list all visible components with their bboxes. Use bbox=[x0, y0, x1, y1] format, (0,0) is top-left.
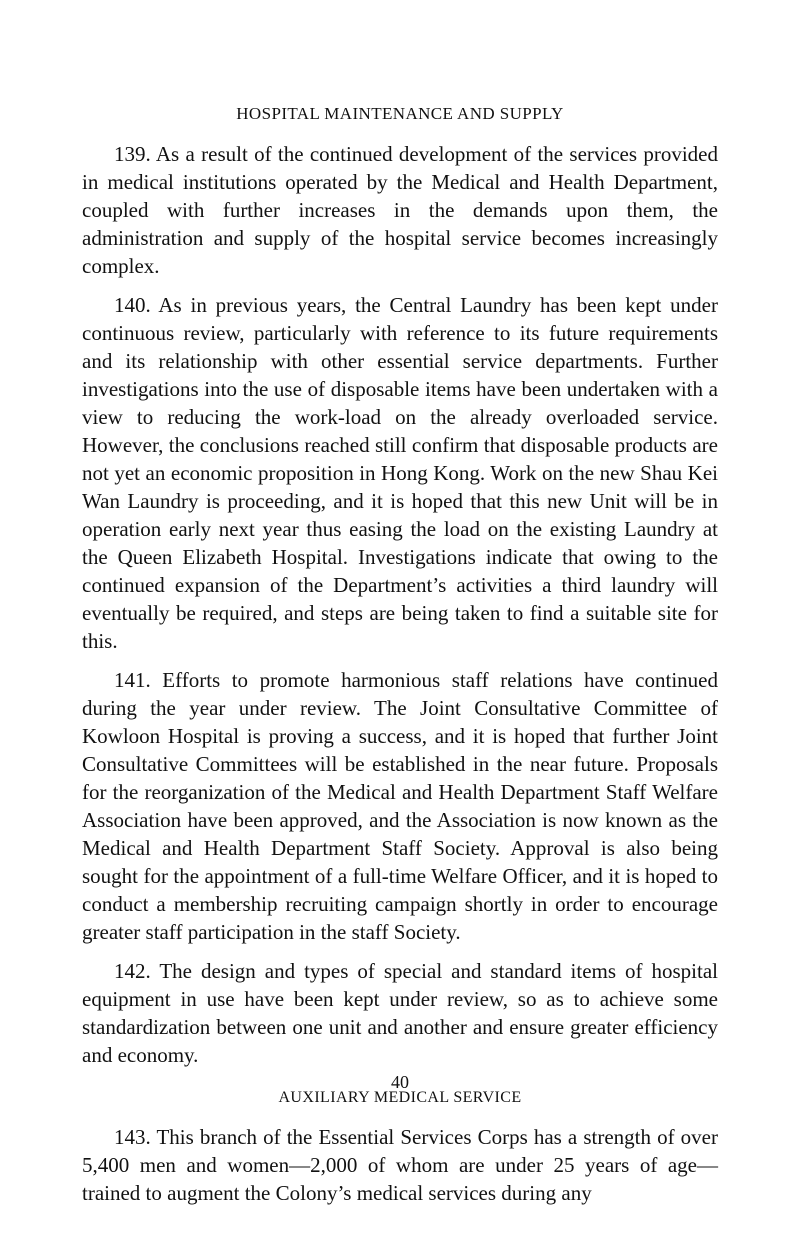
paragraph-139: 139. As a result of the continued development of the services provided in medical institutions operated by the Medical and Health Department, coupled with further increases in the demands upon them, the administration and supply of the hospital service becomes increasingly complex. bbox=[82, 142, 718, 278]
paragraph-142: 142. The design and types of special and standard items of hospital equipment in use have been kept under review, so as to achieve some standardization between one unit and another and ensure greater efficiency and economy. bbox=[82, 959, 718, 1067]
paragraph-140: 140. As in previous years, the Central Laundry has been kept under continuous review, particularly with reference to its future requirements and its relationship with other essential service departments. Further investigations into the use of disposable items have been undertaken with a view to reducing the work-load on the already overloaded service. However, the conclusions reached still confirm that disposable products are not yet an economic proposition in Hong Kong. Work on the new Shau Kei Wan Laundry is proceeding, and it is hoped that this new Unit will be in operation early next year thus easing the load on the existing Laundry at the Queen Elizabeth Hospital. Investigations indicate that owing to the continued expansion of the Department’s activities a third laundry will eventually be required, and steps are being taken to find a suitable site for this. bbox=[82, 293, 718, 653]
section-heading: HOSPITAL MAINTENANCE AND SUPPLY bbox=[236, 104, 564, 123]
page-number: 40 bbox=[391, 1072, 409, 1092]
paragraph-141: 141. Efforts to promote harmonious staff relations have continued during the year under review. The Joint Consultative Committee of Kowloon Hospital is proving a success, and it is hoped that further Joint Consultative Committees will be established in the near future. Proposals for the reorganization of the Medical and Health Department Staff Welfare Association have been approved, and the Association is now known as the Medical and Health Department Staff Society. Approval is also being sought for the appointment of a full-time Welfare Officer, and it is hoped to conduct a membership recruiting campaign shortly in order to encourage greater staff participation in the staff Society. bbox=[82, 668, 718, 944]
document-page bbox=[82, 103, 718, 1218]
paragraph-143: 143. This branch of the Essential Services Corps has a strength of over 5,400 men and women—2,000 of whom are under 25 years of age—trained to augment the Colony’s medical services during any bbox=[82, 1125, 718, 1205]
subsection-heading: AUXILIARY MEDICAL SERVICE bbox=[278, 1089, 522, 1106]
